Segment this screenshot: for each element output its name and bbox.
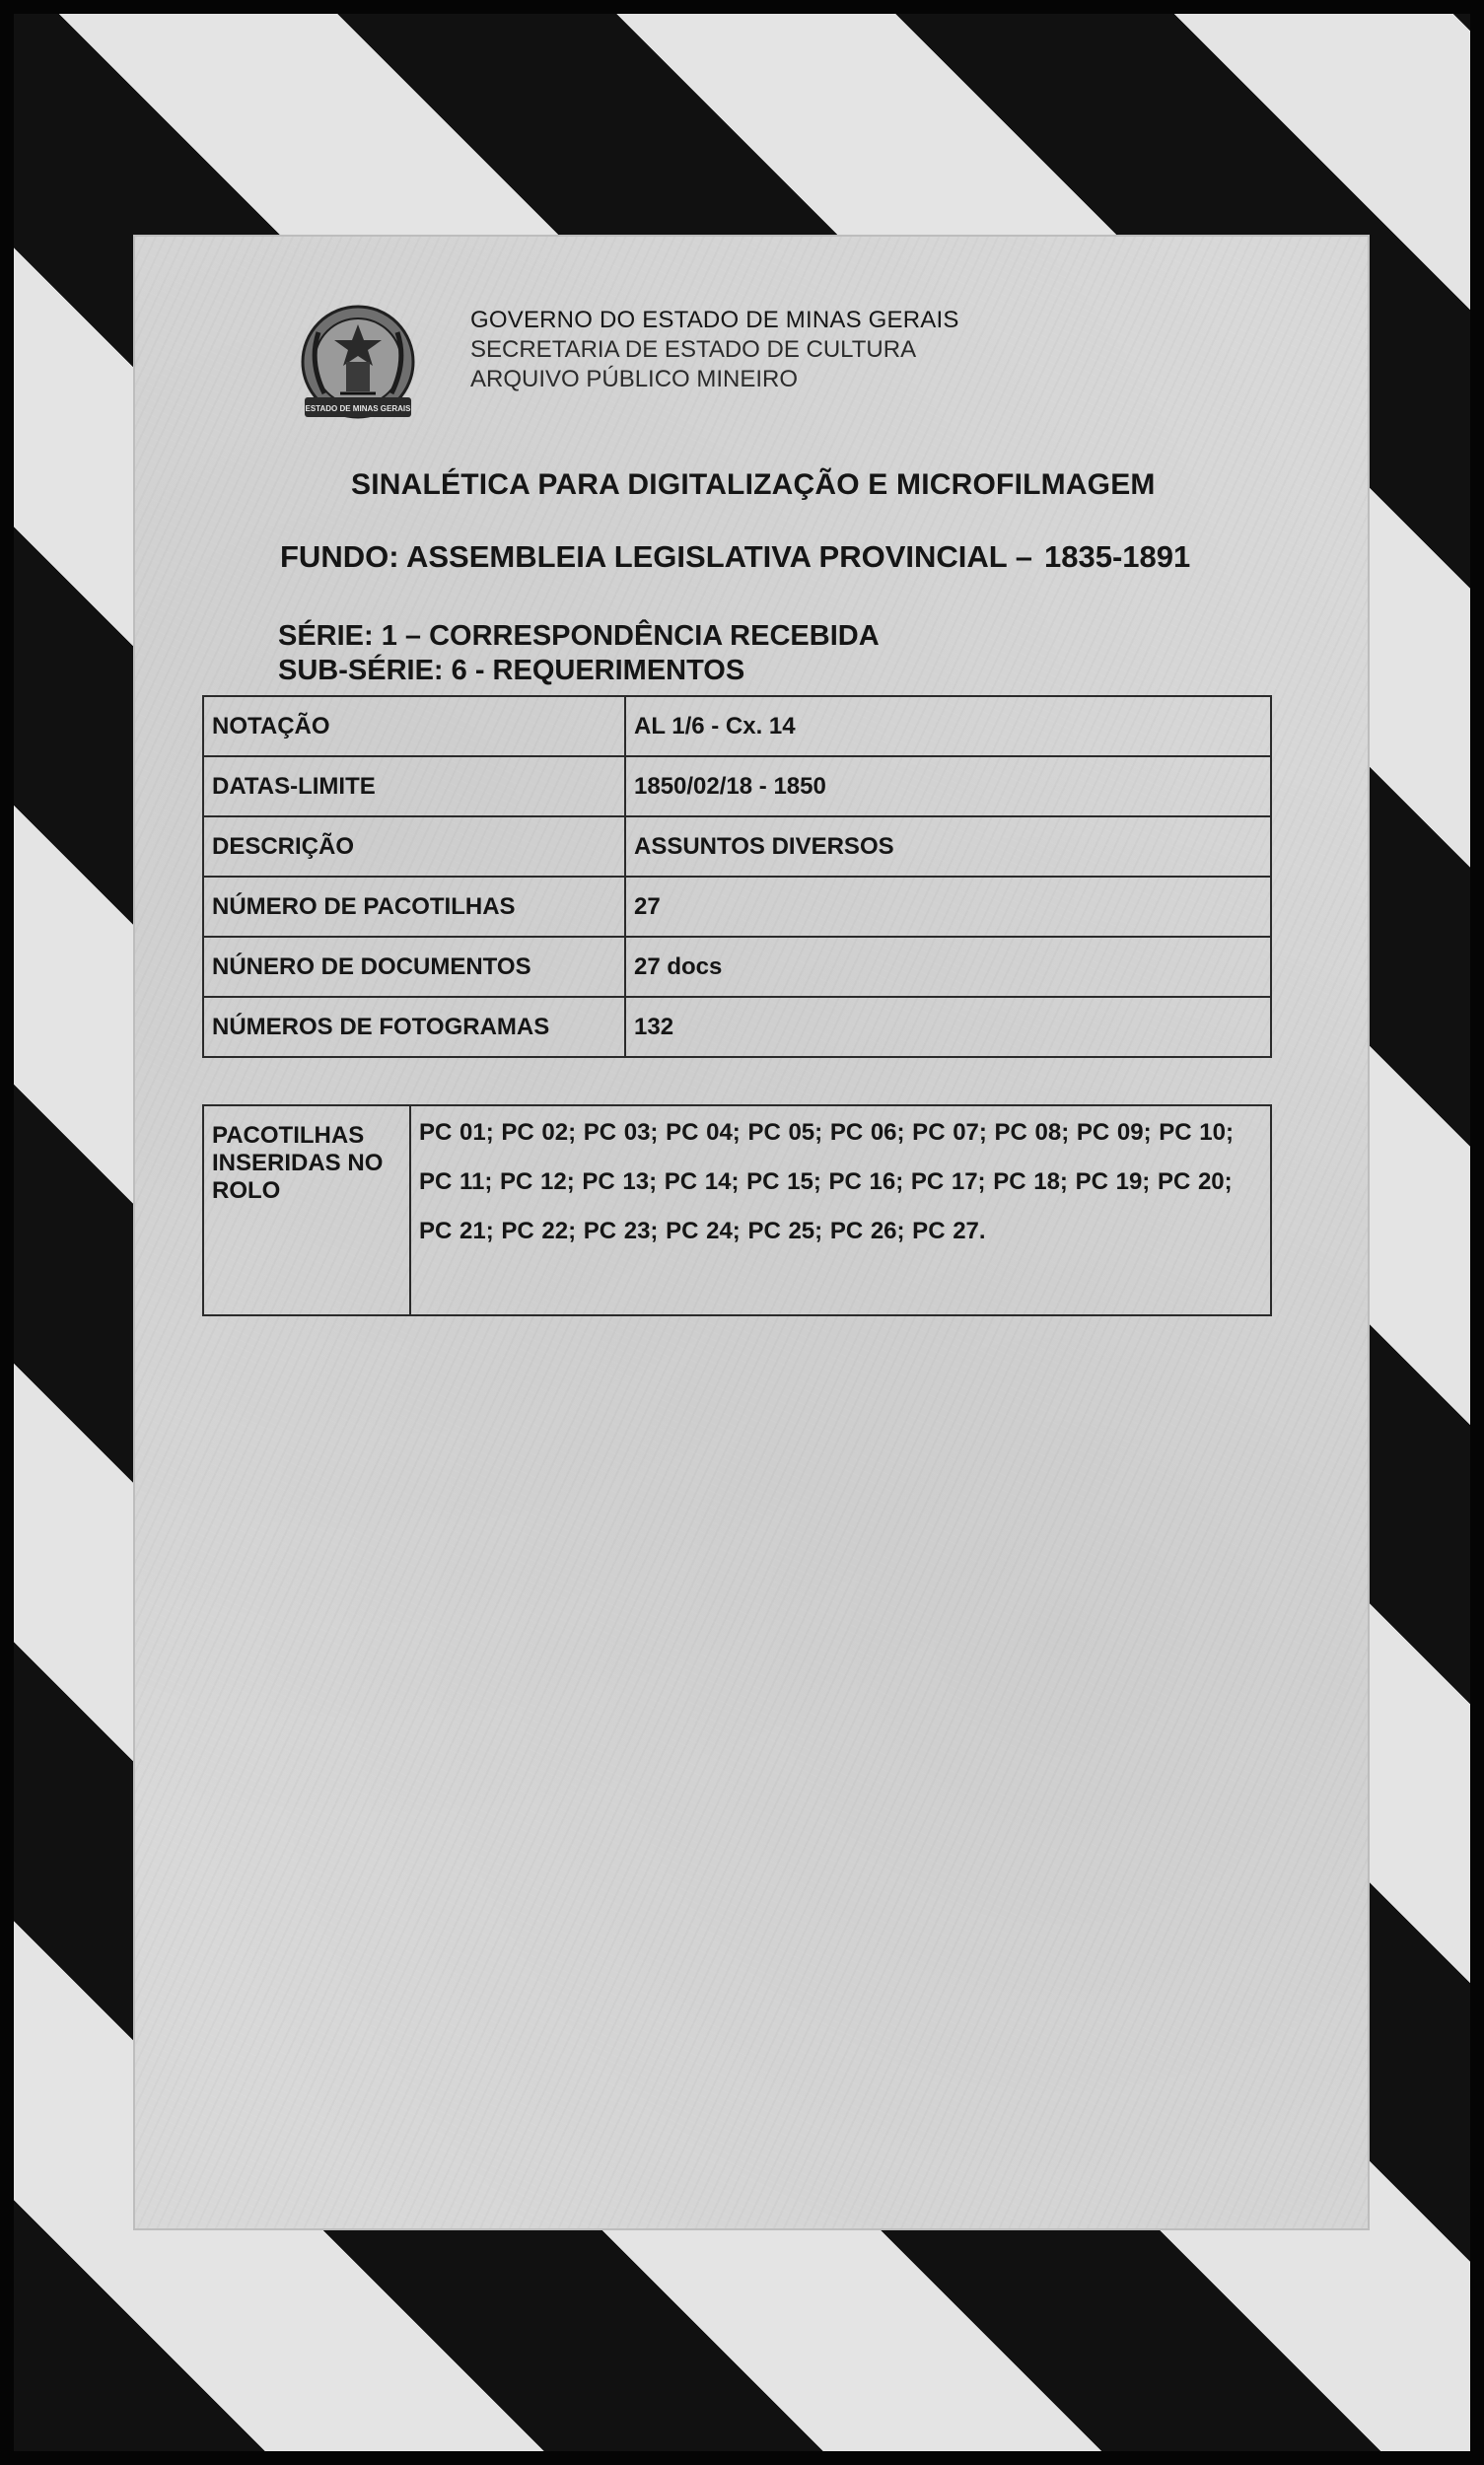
header-government: GOVERNO DO ESTADO DE MINAS GERAIS xyxy=(470,307,959,333)
document-title: SINALÉTICA PARA DIGITALIZAÇÃO E MICROFILMAGEM xyxy=(351,468,1156,501)
fundo-text: FUNDO: ASSEMBLEIA LEGISLATIVA PROVINCIAL – xyxy=(280,539,1032,574)
row-value: 132 xyxy=(625,997,1271,1057)
pacotilhas-label-line: PACOTILHAS xyxy=(212,1122,365,1149)
pacotilhas-list xyxy=(410,1105,1271,1315)
pacotilhas-list-line: PC 11; PC 12; PC 13; PC 14; PC 15; PC 16; PC 17; PC 18; PC 19; PC 20; xyxy=(419,1168,1233,1195)
pacotilhas-table xyxy=(202,1104,1272,1316)
header-archive: ARQUIVO PÚBLICO MINEIRO xyxy=(470,366,799,392)
serie-line: SÉRIE: 1 – CORRESPONDÊNCIA RECEBIDA xyxy=(278,620,880,652)
row-label: NÚMERO DE PACOTILHAS xyxy=(203,877,625,937)
seal-ribbon-text: ESTADO DE MINAS GERAIS xyxy=(305,404,411,413)
table-row xyxy=(203,1105,1271,1315)
row-label: NÚMEROS DE FOTOGRAMAS xyxy=(203,997,625,1057)
row-value: AL 1/6 - Cx. 14 xyxy=(625,696,1271,756)
pacotilhas-label-line: INSERIDAS NO xyxy=(212,1150,384,1176)
table-row xyxy=(203,877,1271,937)
row-label: NÚNERO DE DOCUMENTOS xyxy=(203,937,625,997)
header-secretariat: SECRETARIA DE ESTADO DE CULTURA xyxy=(470,336,917,363)
row-label: DATAS-LIMITE xyxy=(203,756,625,816)
pacotilhas-list-line: PC 21; PC 22; PC 23; PC 24; PC 25; PC 26; PC 27. xyxy=(419,1218,986,1244)
institution-header xyxy=(470,306,959,394)
pacotilhas-label-line: ROLO xyxy=(212,1177,281,1204)
row-value: 1850/02/18 - 1850 xyxy=(625,756,1271,816)
row-label: NOTAÇÃO xyxy=(203,696,625,756)
sub-serie-line: SUB-SÉRIE: 6 - REQUERIMENTOS xyxy=(278,655,745,686)
row-value: 27 xyxy=(625,877,1271,937)
row-value: ASSUNTOS DIVERSOS xyxy=(625,816,1271,877)
table-row xyxy=(203,997,1271,1057)
fundo-years: 1835-1891 xyxy=(1043,539,1191,574)
table-row xyxy=(203,696,1271,756)
info-table xyxy=(202,695,1272,1058)
state-seal-icon xyxy=(291,303,425,429)
document-sheet xyxy=(135,237,1368,2228)
table-row xyxy=(203,756,1271,816)
table-row xyxy=(203,937,1271,997)
row-label: DESCRIÇÃO xyxy=(203,816,625,877)
table-row xyxy=(203,816,1271,877)
pacotilhas-label xyxy=(203,1105,410,1315)
fundo-line xyxy=(280,539,1190,575)
pacotilhas-list-line: PC 01; PC 02; PC 03; PC 04; PC 05; PC 06; PC 07; PC 08; PC 09; PC 10; xyxy=(419,1119,1234,1146)
row-value: 27 docs xyxy=(625,937,1271,997)
